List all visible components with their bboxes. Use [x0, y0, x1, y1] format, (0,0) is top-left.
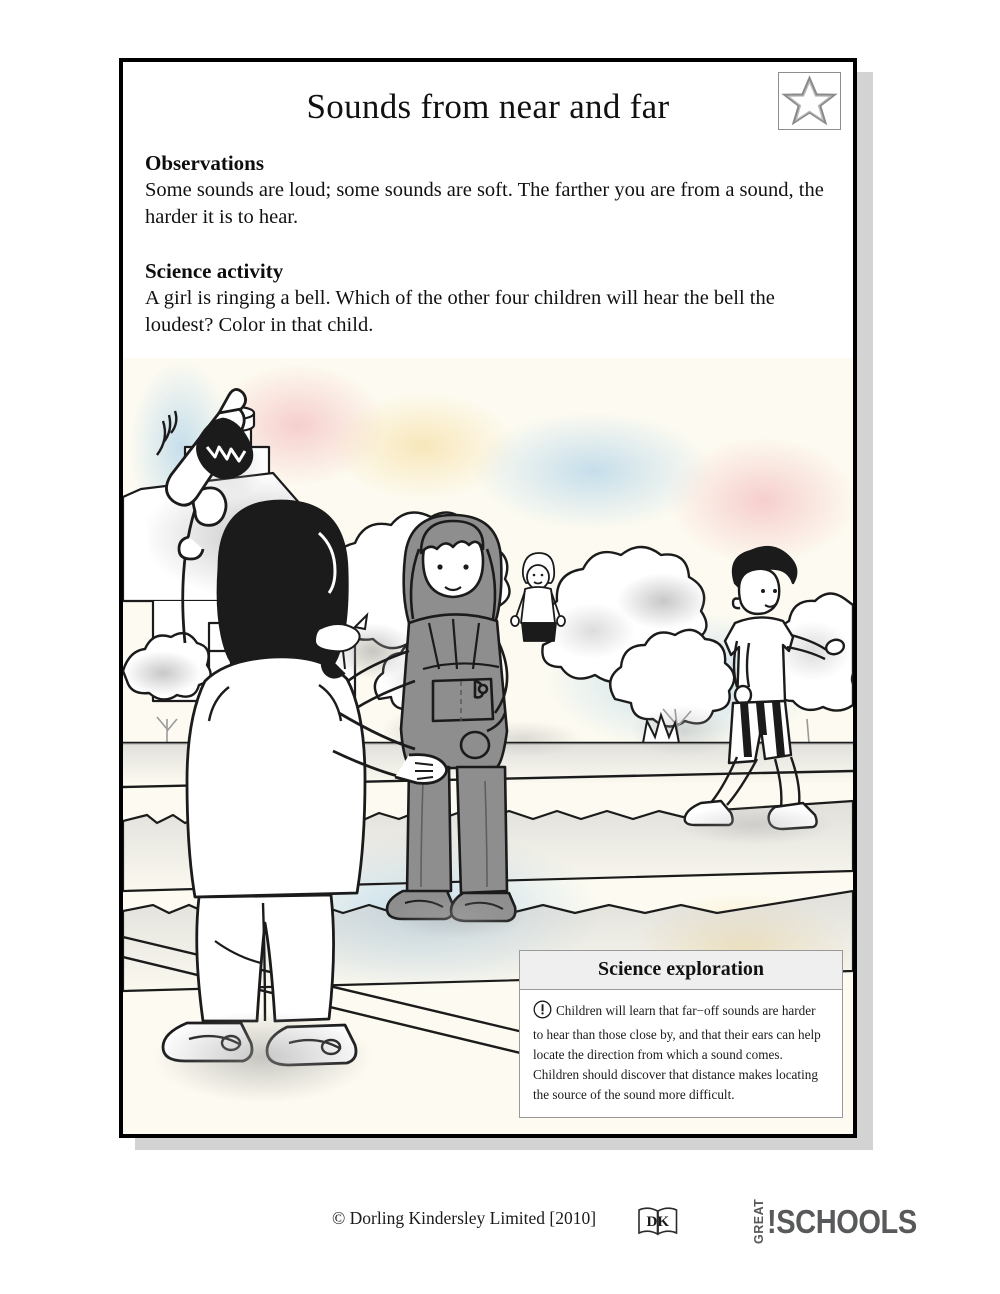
observations-section	[123, 151, 853, 231]
exploration-heading: Science exploration	[520, 951, 842, 990]
worksheet-page	[119, 58, 857, 1138]
exploration-body-text: Children will learn that far−off sounds are harder to hear than those close by, and that their ears can help locate the direction from which a sound comes. Children should discover that distance makes locating the source of the sound more difficult.	[533, 1003, 821, 1103]
activity-section	[123, 259, 853, 339]
science-exploration-callout	[519, 950, 843, 1118]
activity-heading: Science activity	[145, 259, 284, 284]
greatschools-schools-text: !SCHOOLS	[766, 1202, 917, 1240]
observations-heading: Observations	[145, 151, 265, 175]
dk-logo	[637, 1204, 679, 1243]
page-title: Sounds from near and far	[306, 87, 670, 126]
star-icon	[779, 73, 840, 129]
activity-body: A girl is ringing a bell. Which of the other four children will hear the bell the loudest? Color in that child.	[145, 287, 775, 337]
exclamation-circle-icon	[533, 1000, 552, 1025]
svg-text:DK: DK	[646, 1214, 670, 1230]
star-badge	[778, 72, 841, 130]
greatschools-logo	[752, 1198, 937, 1244]
copyright-notice: © Dorling Kindersley Limited [2010]	[332, 1208, 597, 1228]
observations-body: Some sounds are loud; some sounds are soft. The farther you are from a sound, the harder it is to hear.	[145, 179, 824, 229]
greatschools-great-text: GREAT	[752, 1198, 766, 1244]
exploration-body-wrapper	[520, 990, 842, 1117]
page-footer	[0, 1196, 1000, 1266]
